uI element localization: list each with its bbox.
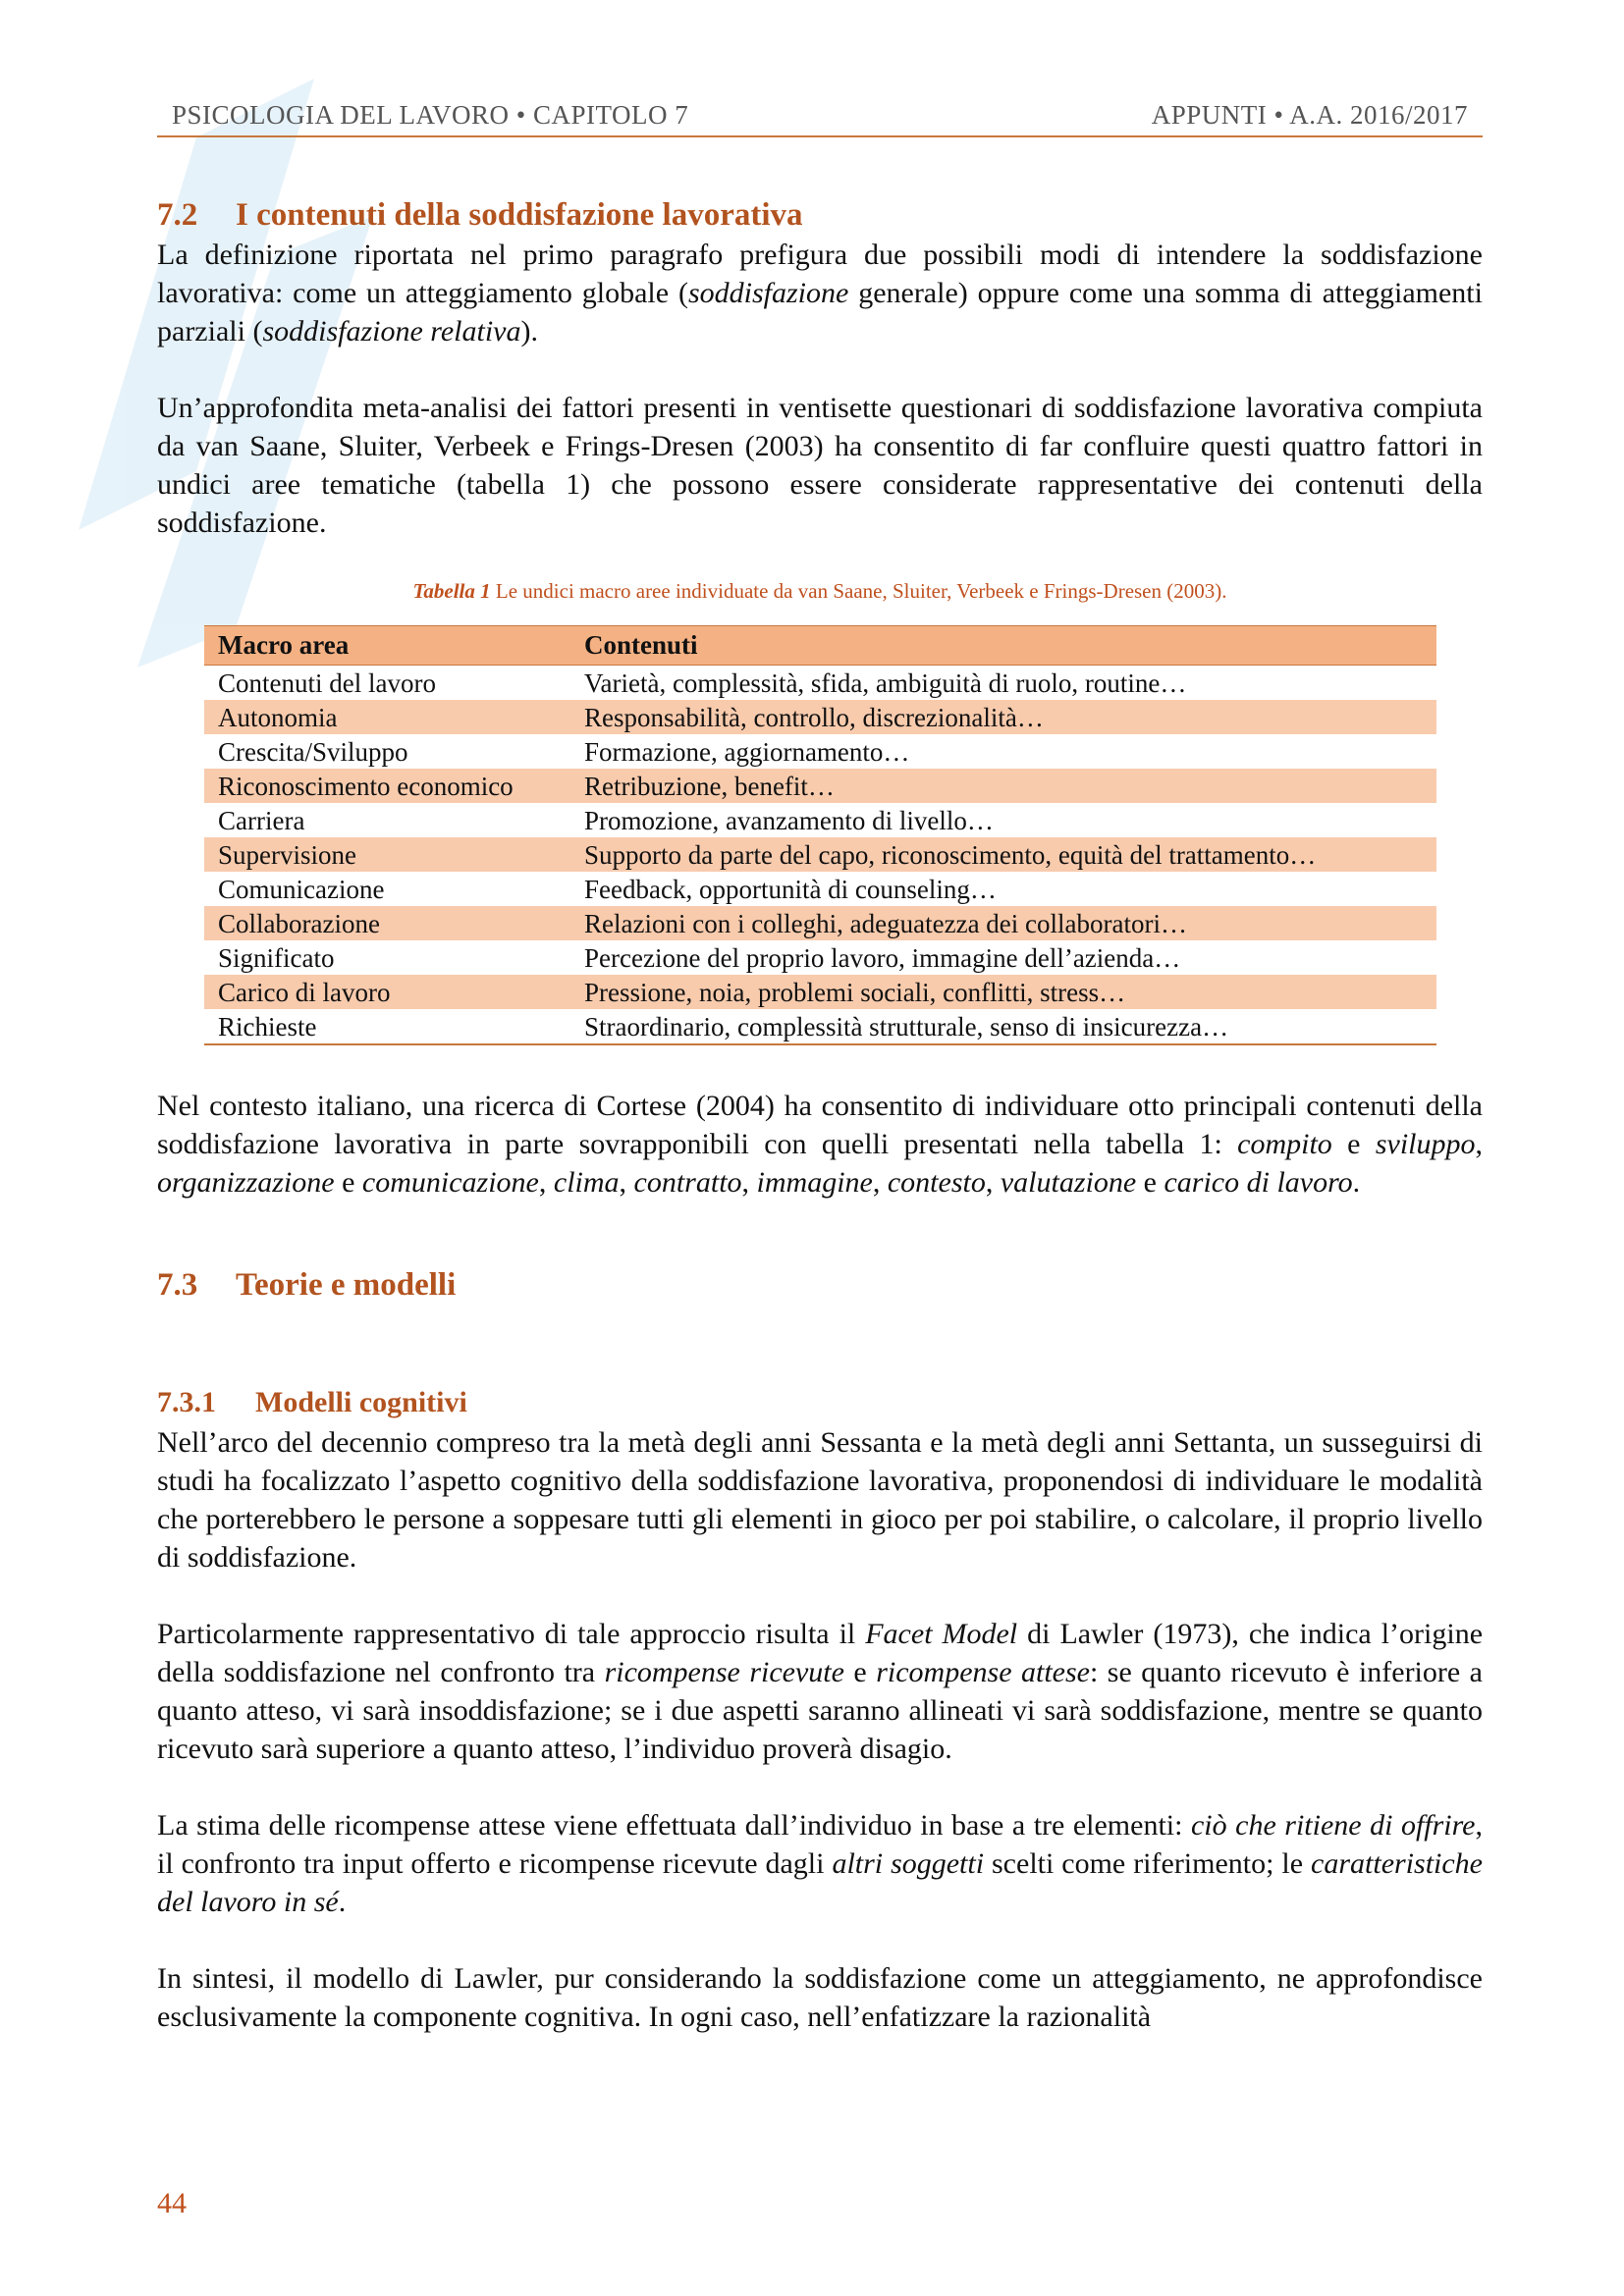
table-caption: Tabella 1 Le undici macro aree individuate da van Saane, Sluiter, Verbeek e Frings-Dresen (2003). (412, 579, 1227, 603)
table-header-row (204, 626, 1436, 666)
paragraph: Nel contesto italiano, una ricerca di Cortese (2004) ha consentito di individuare otto principali contenuti della soddisfazione lavorativa in parte sovrapponibili con quelli presentati nella tabella 1: compito e sviluppo, organizzazione e comunicazione, clima, contratto, immagine, contesto, valutazione e carico di lavoro. (157, 1090, 1483, 1199)
macro-area-table (204, 625, 1436, 1045)
paragraph: Nell’arco del decennio compreso tra la metà degli anni Sessanta e la metà degli anni Settanta, un susseguirsi di studi ha focalizzato l’aspetto cognitivo della soddisfazione lavorativa, proponendosi di individuare le modalità che porterebbero le persone a soppesare tutti gli elementi in gioco per poi stabilire, o calcolare, il proprio livello di soddisfazione. (157, 1426, 1483, 1574)
table-row: Significato Percezione del proprio lavoro, immagine dell’azienda… (218, 942, 1181, 973)
section-number: 7.3 (157, 1267, 198, 1303)
section-number: 7.2 (157, 197, 198, 233)
table-row: Collaborazione Relazioni con i colleghi, adeguatezza dei collaboratori… (204, 906, 1436, 940)
header-right: APPUNTI • A.A. 2016/2017 (1151, 100, 1468, 130)
paragraph: La definizione riportata nel primo paragrafo prefigura due possibili modi di intendere la soddisfazione lavorativa: come un atteggiamento globale (soddisfazione generale) oppure come una somma di atteggiamenti parziali (soddisfazione relativa). (157, 239, 1483, 347)
section-heading-7-2 (157, 194, 1483, 236)
paragraph: La stima delle ricompense attese viene effettuata dall’individuo in base a tre elementi: ciò che ritiene di offrire, il confronto tra input offerto e ricompense ricevute dagli altri soggetti scelti come riferimento; le caratteristiche del lavoro in sé. (157, 1809, 1483, 1918)
table-header-cell: Macro area (204, 626, 570, 666)
section-number: 7.3.1 (157, 1386, 216, 1418)
table-row: Autonomia Responsabilità, controllo, discrezionalità… (204, 700, 1436, 734)
table-row: Richieste Straordinario, complessità strutturale, senso di insicurezza… (204, 1009, 1436, 1044)
table-row: Contenuti del lavoro Varietà, complessità, sfida, ambiguità di ruolo, routine… (218, 667, 1187, 698)
page-header (157, 96, 1483, 137)
section-title: Modelli cognitivi (255, 1386, 467, 1418)
section-heading-7-3 (157, 1264, 1483, 1306)
page-content (157, 194, 1483, 2036)
table-row: Comunicazione Feedback, opportunità di counseling… (218, 874, 997, 904)
table-row: Carico di lavoro Pressione, noia, problemi sociali, conflitti, stress… (204, 975, 1436, 1009)
paragraph: Un’approfondita meta-analisi dei fattori presenti in ventisette questionari di soddisfazione lavorativa compiuta da van Saane, Sluiter, Verbeek e Frings-Dresen (2003) ha consentito di far confluire questi quattro fattori in undici aree tematiche (tabella 1) che possono essere considerate rappresentative dei contenuti della soddisfazione. (157, 392, 1483, 539)
table-row: Crescita/Sviluppo Formazione, aggiornamento… (218, 736, 910, 767)
table-row: Supervisione Supporto da parte del capo, riconoscimento, equità del trattamento… (204, 837, 1436, 872)
page-number: 44 (157, 2187, 187, 2219)
section-title: I contenuti della soddisfazione lavorativa (236, 197, 803, 233)
header-left: PSICOLOGIA DEL LAVORO • CAPITOLO 7 (172, 100, 689, 130)
table-row: Riconoscimento economico Retribuzione, benefit… (204, 769, 1436, 803)
section-title: Teorie e modelli (236, 1267, 457, 1303)
section-heading-7-3-1 (157, 1382, 1483, 1423)
paragraph: Particolarmente rappresentativo di tale approccio risulta il Facet Model di Lawler (1973), che indica l’origine della soddisfazione nel confronto tra ricompense ricevute e ricompense attese: se quanto ricevuto è inferiore a quanto atteso, vi sarà insoddisfazione; se i due aspetti saranno allineati vi sarà soddisfazione, mentre se quanto ricevuto sarà superiore a quanto atteso, l’individuo proverà disagio. (157, 1618, 1484, 1765)
table-row: Carriera Promozione, avanzamento di livello… (218, 805, 994, 835)
table-header-cell: Contenuti (570, 626, 1436, 666)
paragraph: In sintesi, il modello di Lawler, pur considerando la soddisfazione come un atteggiamento, ne approfondisce esclusivamente la componente cognitiva. In ogni caso, nell’enfatizzare la razionalità (157, 1962, 1483, 2033)
